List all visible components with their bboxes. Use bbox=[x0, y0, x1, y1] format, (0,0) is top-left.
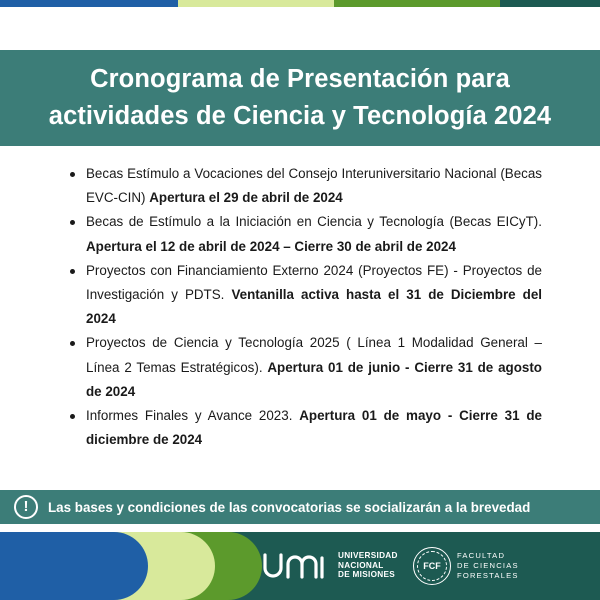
stripe-teal bbox=[500, 0, 600, 7]
list-item bbox=[66, 162, 542, 210]
notice-text: Las bases y condiciones de las convocatorias se socializarán a la brevedad bbox=[48, 499, 531, 515]
item-text: Becas Estímulo a Vocaciones del Consejo Interuniversitario Nacional (Becas EVC-CIN) bbox=[86, 166, 542, 206]
title-line-1: Cronograma de Presentación para bbox=[90, 65, 510, 93]
unm-line-2: NACIONAL bbox=[338, 560, 384, 570]
list-item bbox=[66, 404, 542, 452]
title-line-2: actividades de Ciencia y Tecnología 2024 bbox=[48, 102, 552, 130]
item-text: Proyectos de Ciencia y Tecnología 2025 ( Línea 1 Modalidad General – Línea 2 Temas Estratégicos). bbox=[86, 335, 542, 375]
fcf-seal-text: FCF bbox=[417, 551, 447, 581]
item-text: Informes Finales y Avance 2023. bbox=[86, 408, 300, 424]
list-item bbox=[66, 259, 542, 332]
item-date: Ventanilla activa hasta el 31 de Diciembre del 2024 bbox=[86, 287, 543, 327]
unm-wordmark bbox=[338, 551, 398, 580]
stripe-green bbox=[334, 0, 500, 7]
stripe-light-green bbox=[178, 0, 334, 7]
fcf-wordmark bbox=[457, 551, 519, 581]
exclamation-circle-icon: ! bbox=[14, 495, 38, 519]
schedule-list bbox=[66, 162, 542, 452]
unm-logo-icon bbox=[262, 552, 328, 580]
item-date: Apertura 01 de mayo - Cierre 31 de diciembre de 2024 bbox=[86, 408, 542, 448]
top-color-stripe bbox=[0, 0, 600, 7]
fcf-seal-icon bbox=[413, 547, 451, 585]
item-date: Apertura 01 de junio - Cierre 31 de agosto de 2024 bbox=[86, 359, 542, 399]
unm-line-3: DE MISIONES bbox=[338, 570, 395, 580]
list-item bbox=[66, 210, 542, 258]
notice-bar bbox=[0, 490, 600, 524]
title-banner bbox=[0, 50, 600, 146]
item-date: Apertura el 29 de abril de 2024 bbox=[149, 190, 343, 206]
item-text: Proyectos con Financiamiento Externo 2024 (Proyectos FE) - Proyectos de Investigación y PDTS. bbox=[86, 262, 542, 303]
fcf-line-1: FACULTAD bbox=[457, 551, 506, 560]
unm-line-1: UNIVERSIDAD bbox=[338, 551, 398, 560]
item-date: Apertura el 12 de abril de 2024 – Cierre 30 de abril de 2024 bbox=[86, 238, 456, 254]
page-title bbox=[49, 61, 551, 135]
stripe-blue bbox=[0, 0, 178, 7]
item-text: Becas de Estímulo a la Iniciación en Ciencia y Tecnología (Becas EICyT). bbox=[86, 214, 542, 230]
list-item bbox=[66, 331, 542, 404]
fcf-line-3: FORESTALES bbox=[457, 571, 519, 580]
footer-wave-blue bbox=[0, 532, 148, 600]
schedule-list-container bbox=[66, 162, 542, 452]
fcf-line-2: DE CIENCIAS bbox=[457, 561, 519, 570]
